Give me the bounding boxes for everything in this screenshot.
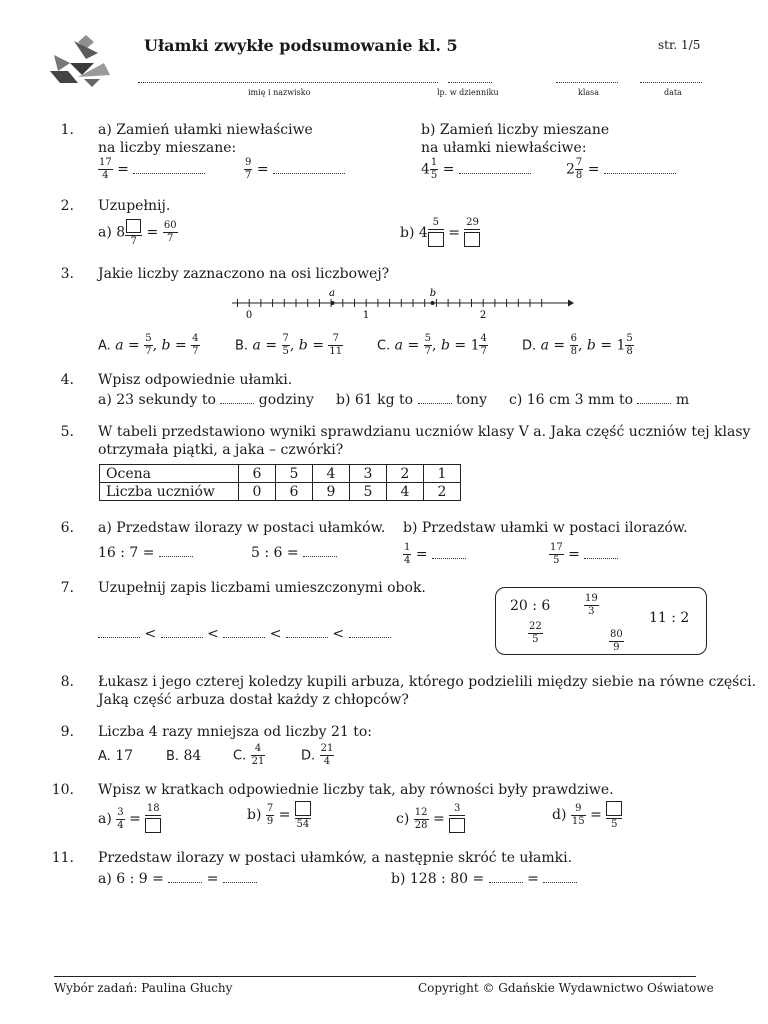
answer-blank[interactable] — [161, 627, 203, 638]
answer-blank[interactable] — [159, 546, 193, 557]
task-text: W tabeli przedstawiono wyniki sprawdzianu uczniów klasy V a. Jaka część uczniów tej klasy — [98, 424, 751, 440]
task-number: 4. — [60, 372, 74, 388]
answer-blank[interactable] — [286, 627, 328, 638]
table-cell: 6 — [276, 483, 313, 501]
task-row: b) 4 5 = 29 — [400, 218, 480, 248]
table-cell: 4 — [313, 465, 350, 483]
task-number: 9. — [60, 724, 74, 740]
fraction: $\frac{17}{4}$ — [99, 157, 112, 181]
task-row: a) 8 7 = $\frac{60}{7}$ — [98, 220, 177, 247]
answer-blank[interactable] — [489, 872, 523, 883]
task-row: c) $\frac{12}{28}$ = 3 — [396, 804, 465, 834]
page-number: str. 1/5 — [658, 38, 701, 52]
task-row: b) 61 kg to tony — [336, 392, 487, 408]
task-row: 16 : 7 = — [98, 545, 193, 561]
point-a-label: a — [329, 288, 335, 299]
fraction: 5 — [428, 218, 444, 248]
task-row: $\frac{9}{7}$ = — [244, 158, 345, 181]
task-row: $\frac{17}{4}$ = — [98, 158, 205, 181]
fraction: $\frac{1}{5}$ — [430, 157, 438, 181]
task-row: a) 23 sekundy to godziny — [98, 392, 314, 408]
box-fraction: $\frac{19}{3}$ — [585, 593, 598, 617]
answer-blank[interactable] — [98, 627, 140, 638]
name-field-label: imię i nazwisko — [248, 88, 311, 97]
task-row: d) $\frac{9}{15}$ = 5 — [552, 800, 622, 830]
class-field-label: klasa — [578, 88, 600, 97]
answer-blank[interactable] — [637, 393, 671, 404]
fraction: $\frac{17}{5}$ — [550, 542, 563, 566]
page-title: Ułamki zwykłe podsumowanie kl. 5 — [144, 36, 458, 55]
box-expression: 11 : 2 — [649, 610, 690, 626]
numbers-box — [495, 587, 707, 655]
option-c[interactable]: C. a = $\frac{5}{7}$ , b = 1 $\frac{4}{7}$ — [377, 333, 487, 357]
table-header: Liczba uczniów — [100, 483, 239, 501]
table-header: Ocena — [100, 465, 239, 483]
name-field[interactable] — [138, 72, 438, 83]
task-text: b) Przedstaw ułamki w postaci ilorazów. — [403, 520, 688, 536]
fraction: $\frac{1}{4}$ — [404, 542, 411, 566]
mixed-whole: 2 — [566, 161, 575, 178]
task-number: 6. — [60, 520, 74, 536]
answer-box[interactable] — [295, 801, 311, 816]
option-b[interactable]: B. a = $\frac{7}{5}$ , b = $\frac{7}{11}$ — [235, 333, 343, 357]
table-cell: 4 — [387, 483, 424, 501]
answer-box[interactable] — [428, 232, 444, 247]
table-cell: 2 — [387, 465, 424, 483]
answer-blank[interactable] — [543, 872, 577, 883]
task-number: 8. — [60, 674, 74, 690]
table-row — [100, 483, 461, 501]
task-number: 11. — [51, 850, 74, 866]
task-text: Wpisz odpowiednie ułamki. — [98, 372, 293, 388]
answer-blank[interactable] — [584, 548, 618, 559]
task-text: b) Zamień liczby mieszane — [421, 122, 610, 138]
task-number: 7. — [60, 580, 74, 596]
task-text: na liczby mieszane: — [98, 140, 237, 156]
fraction: $\frac{9}{7}$ — [245, 157, 252, 181]
task-number: 2. — [60, 198, 74, 214]
answer-blank[interactable] — [223, 627, 265, 638]
footer-rule — [54, 976, 696, 977]
task-text: na ułamki niewłaściwe: — [421, 140, 587, 156]
table-cell: 9 — [313, 483, 350, 501]
answer-blank[interactable] — [604, 163, 676, 174]
table-cell: 3 — [350, 465, 387, 483]
table-cell: 5 — [350, 483, 387, 501]
task-text: Przedstaw ilorazy w postaci ułamków, a następnie skróć te ułamki. — [98, 850, 573, 866]
fraction: $\frac{60}{7}$ — [163, 220, 177, 244]
option-a[interactable]: A. a = $\frac{5}{7}$ , b = $\frac{4}{7}$ — [98, 333, 199, 357]
task-text: Uzupełnij. — [98, 198, 171, 214]
answer-box[interactable] — [606, 801, 622, 816]
table-cell: 5 — [276, 465, 313, 483]
table-row — [100, 465, 461, 483]
task-row: b) 128 : 80 = = — [391, 871, 577, 887]
option-c[interactable]: C. $\frac{4}{21}$ — [233, 743, 265, 767]
answer-blank[interactable] — [133, 163, 205, 174]
answer-blank[interactable] — [349, 627, 391, 638]
task-text: Łukasz i jego czterej koledzy kupili arbuza, którego podzielili między siebie na równe części. — [98, 674, 757, 690]
answer-blank[interactable] — [223, 872, 257, 883]
answer-box[interactable] — [126, 219, 141, 233]
answer-box[interactable] — [145, 818, 161, 833]
task-row: 2 $\frac{7}{8}$ = — [566, 158, 676, 181]
task-number: 10. — [51, 782, 74, 798]
ordering-row: < < < < — [98, 626, 391, 642]
number-line — [230, 286, 575, 322]
task-number: 3. — [60, 266, 74, 282]
option-a[interactable]: A. 17 — [98, 748, 134, 764]
task-row: a) $\frac{3}{4}$ = 18 — [98, 804, 161, 834]
answer-blank[interactable] — [303, 546, 337, 557]
table-cell: 1 — [424, 465, 461, 483]
box-fraction: $\frac{22}{5}$ — [529, 621, 542, 645]
answer-box[interactable] — [464, 232, 480, 247]
lp-field[interactable] — [448, 72, 492, 83]
fraction: 29 — [464, 218, 480, 248]
tick-label-1: 1 — [362, 310, 370, 321]
task-row: c) 16 cm 3 mm to m — [509, 392, 690, 408]
answer-box[interactable] — [449, 818, 465, 833]
point-a — [331, 301, 335, 305]
task-row: $\frac{1}{4}$ = — [403, 543, 466, 566]
box-fraction: $\frac{80}{9}$ — [610, 629, 623, 653]
publisher-logo — [48, 33, 114, 87]
fraction: $\frac{7}{8}$ — [575, 157, 583, 181]
date-field[interactable] — [640, 72, 702, 83]
footer-copyright: Copyright © Gdańskie Wydawnictwo Oświatowe — [418, 981, 714, 995]
fraction: 7 — [125, 218, 142, 247]
option-d[interactable]: D. a = $\frac{6}{8}$ , b = 1 $\frac{5}{8}$ — [522, 333, 633, 357]
footer-author: Wybór zadań: Paulina Głuchy — [54, 981, 233, 995]
task-text: a) Przedstaw ilorazy w postaci ułamków. — [98, 520, 386, 536]
grades-table — [99, 464, 461, 501]
tick-label-0: 0 — [245, 310, 253, 321]
task-row: $\frac{17}{5}$ = — [549, 543, 618, 566]
task-text: Liczba 4 razy mniejsza od liczby 21 to: — [98, 724, 373, 740]
task-row: a) 6 : 9 = = — [98, 871, 257, 887]
date-field-label: data — [664, 88, 682, 97]
point-b — [431, 301, 435, 305]
task-text: Wpisz w kratkach odpowiednie liczby tak, aby równości były prawdziwe. — [98, 782, 614, 798]
answer-blank[interactable] — [220, 393, 254, 404]
task-number: 5. — [60, 424, 74, 440]
mixed-whole: 4 — [421, 161, 430, 178]
option-b[interactable]: B. 84 — [166, 748, 202, 764]
task-text: otrzymała piątki, a jaka – czwórki? — [98, 442, 344, 458]
table-cell: 0 — [239, 483, 276, 501]
table-cell: 2 — [424, 483, 461, 501]
class-field[interactable] — [556, 72, 618, 83]
tick-label-2: 2 — [479, 310, 487, 321]
task-row: 5 : 6 = — [251, 545, 337, 561]
answer-blank[interactable] — [273, 163, 345, 174]
option-d[interactable]: D. $\frac{21}{4}$ — [301, 743, 334, 767]
task-number: 1. — [60, 122, 74, 138]
task-text: a) Zamień ułamki niewłaściwe — [98, 122, 313, 138]
lp-field-label: lp. w dzienniku — [437, 88, 499, 97]
point-b-label: b — [429, 288, 437, 299]
task-text: Jakie liczby zaznaczono na osi liczbowej? — [98, 266, 390, 282]
answer-blank[interactable] — [418, 393, 452, 404]
box-expression: 20 : 6 — [510, 598, 551, 614]
answer-blank[interactable] — [432, 548, 466, 559]
task-row: 4 $\frac{1}{5}$ = — [421, 158, 531, 181]
answer-blank[interactable] — [168, 872, 202, 883]
task-row: b) $\frac{7}{9}$ = 54 — [247, 802, 310, 830]
task-text: Jaką część arbuza dostał każdy z chłopców? — [98, 692, 409, 708]
answer-blank[interactable] — [459, 163, 531, 174]
task-text: Uzupełnij zapis liczbami umieszczonymi obok. — [98, 580, 426, 596]
table-cell: 6 — [239, 465, 276, 483]
